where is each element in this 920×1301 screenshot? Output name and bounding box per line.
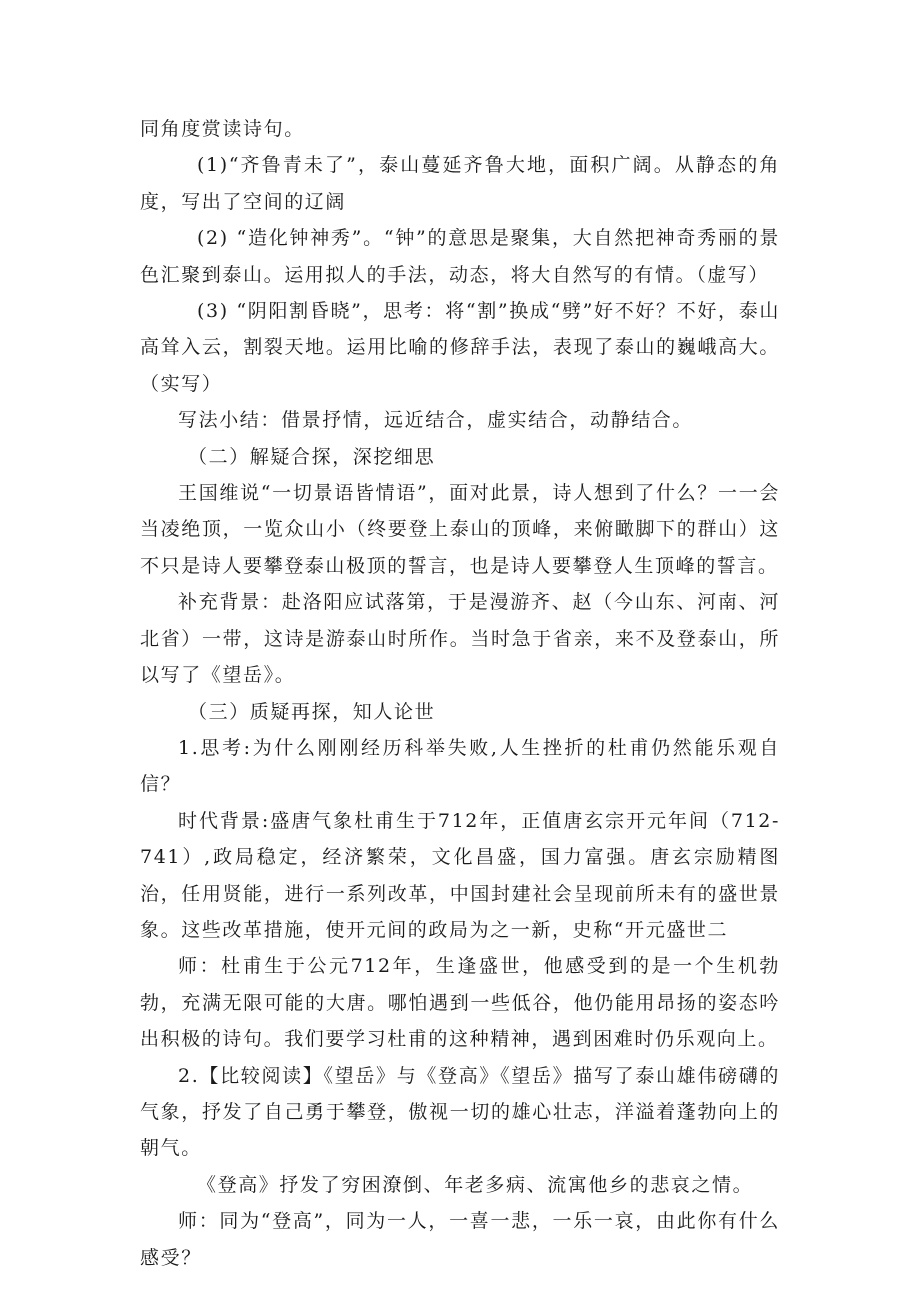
paragraph-04: (3) “阴阳割昏晓”，思考：将“割”换成“劈”好不好？不好，泰山高耸入云，割裂天地。运用比喻的修辞手法，表现了泰山的巍峨高大。（实写） [140,300,780,395]
paragraph-02: (1)“齐鲁青未了”，泰山蔓延齐鲁大地，面积广阔。从静态的角度，写出了空间的辽阔 [140,154,780,213]
paragraph-14: 《登高》抒发了穷困潦倒、年老多病、流寓他乡的悲哀之情。 [197,1173,754,1196]
paragraph-05: 写法小结：借景抒情，远近结合，虚实结合，动静结合。 [178,409,694,432]
section-heading-3: （三）质疑再探，知人论世 [188,700,436,723]
paragraph-13: 2.【比较阅读】《望岳》与《登高》《望岳》描写了泰山雄伟磅礴的气象，抒发了自己勇于攀登，傲视一切的雄心壮志，洋溢着蓬勃向上的朝气。 [140,1064,780,1160]
paragraph-08: 补充背景：赴洛阳应试落第，于是漫游齐、赵（今山东、河南、河北省）一带，这诗是游泰山时所作。当时急于省亲，来不及登泰山，所以写了《望岳》。 [140,591,780,687]
paragraph-12: 师：杜甫生于公元712年，生逢盛世，他感受到的是一个生机勃勃，充满无限可能的大唐。哪怕遇到一些低谷，他仍能用昂扬的姿态吟出积极的诗句。我们要学习杜甫的这种精神，遇到困难时仍乐观向上。 [140,955,780,1051]
paragraph-07: 王国维说“一切景语皆情语”，面对此景，诗人想到了什么？一一会当凌绝顶，一览众山小（终要登上泰山的顶峰，来俯瞰脚下的群山）这不只是诗人要攀登泰山极顶的誓言，也是诗人要攀登人生顶峰的誓言。 [140,482,780,577]
paragraph-10: 1.思考:为什么刚刚经历科举失败,人生挫折的杜甫仍然能乐观自信？ [140,736,780,796]
paragraph-03: (2) “造化钟神秀”。“钟”的意思是聚集，大自然把神奇秀丽的景色汇聚到泰山。运用拟人的手法，动态，将大自然写的有情。（虚写） [140,227,780,286]
paragraph-15: 师：同为“登高”，同为一人，一喜一悲，一乐一哀，由此你有什么感受？ [140,1210,780,1269]
section-heading-2: （二）解疑合探，深挖细思 [188,445,436,468]
document-body [140,111,780,1276]
paragraph-01: 同角度赏读诗句。 [140,118,305,140]
paragraph-11: 时代背景:盛唐气象杜甫生于712年，正值唐玄宗开元年间（712-741）,政局稳定，经济繁荣，文化昌盛，国力富强。唐玄宗励精图治，任用贤能，进行一系列改革，中国封建社会呈现前所未有的盛世景象。这些改革措施，使开元间的政局为之一新，史称“开元盛世二 [140,809,780,941]
